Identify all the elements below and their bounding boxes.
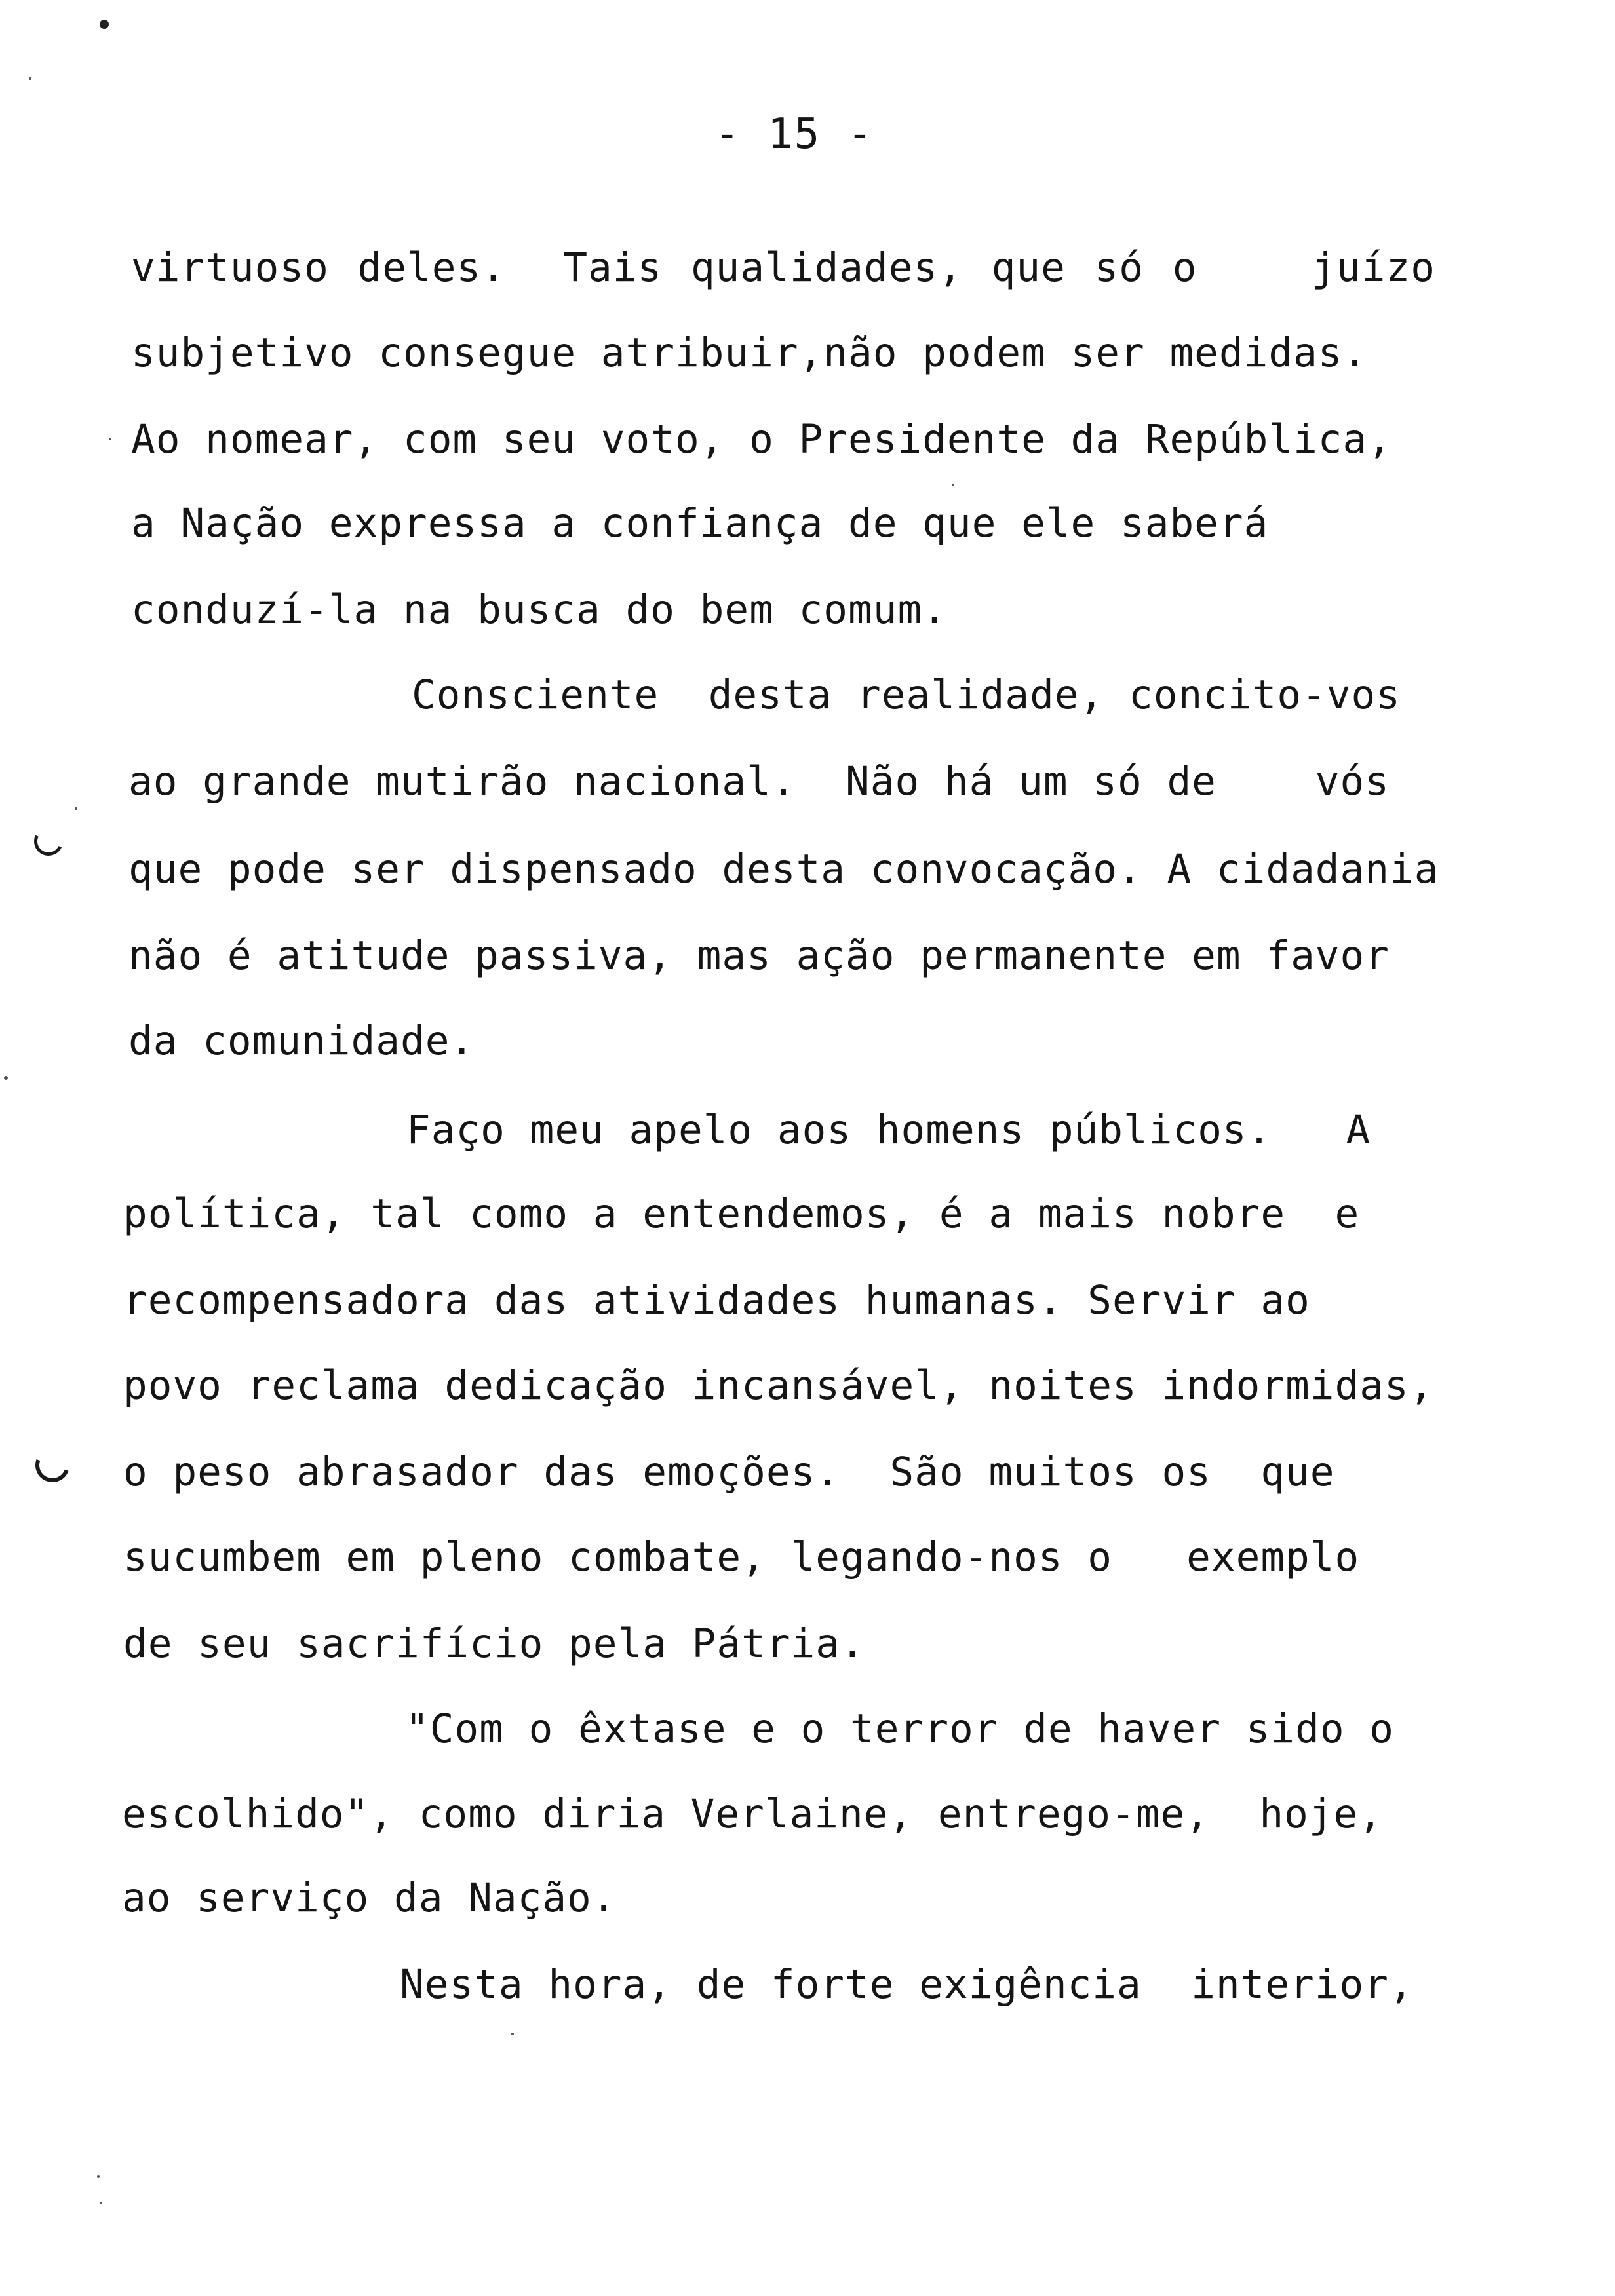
text-line-2: subjetivo consegue atribuir,não podem ser medidas. [131,330,1368,376]
text-line-17: de seu sacrifício pela Pátria. [123,1620,865,1667]
text-line-6: Consciente desta realidade, concito-vos [412,672,1401,718]
text-line-19: escolhido", como diria Verlaine, entrego-me, hoje, [122,1791,1383,1837]
scan-speck [75,807,77,810]
page-number: - 15 - [714,110,874,159]
text-line-9: não é atitude passiva, mas ação permanente em favor [128,932,1390,979]
text-line-1: virtuoso deles. Tais qualidades, que só o juízo [131,244,1435,291]
scan-speck [97,2175,100,2178]
scan-speck [29,77,31,80]
scan-speck [100,2202,102,2204]
text-line-11: Faço meu apelo aos homens públicos. A [406,1107,1371,1153]
text-line-13: recompensadora das atividades humanas. Servir ao [123,1277,1310,1324]
scan-speck [511,2033,514,2035]
binder-hole-mark [29,1442,75,1487]
text-line-14: povo reclama dedicação incansável, noites indormidas, [123,1362,1434,1409]
binder-hole-mark [30,823,67,860]
scan-speck [952,484,954,486]
scan-speck [109,438,111,440]
text-line-18: "Com o êxtase e o terror de haver sido o [405,1706,1395,1752]
text-line-3: Ao nomear, com seu voto, o Presidente da República, [131,416,1392,463]
text-line-10: da comunidade. [128,1018,475,1064]
text-line-16: sucumbem em pleno combate, legando-nos o exemplo [123,1534,1360,1580]
text-line-4: a Nação expressa a confiança de que ele saberá [131,500,1269,546]
text-line-5: conduzí-la na busca do bem comum. [131,586,947,633]
text-line-7: ao grande mutirão nacional. Não há um só de vós [128,758,1390,805]
text-line-21: Nesta hora, de forte exigência interior, [400,1961,1414,2008]
text-line-20: ao serviço da Nação. [122,1875,617,1921]
text-line-8: que pode ser dispensado desta convocação. A cidadania [128,846,1439,892]
scan-dot [100,20,109,29]
text-line-15: o peso abrasador das emoções. São muitos os que [123,1449,1335,1495]
text-line-12: política, tal como a entendemos, é a mais nobre e [123,1191,1360,1237]
scan-speck [4,1076,8,1080]
